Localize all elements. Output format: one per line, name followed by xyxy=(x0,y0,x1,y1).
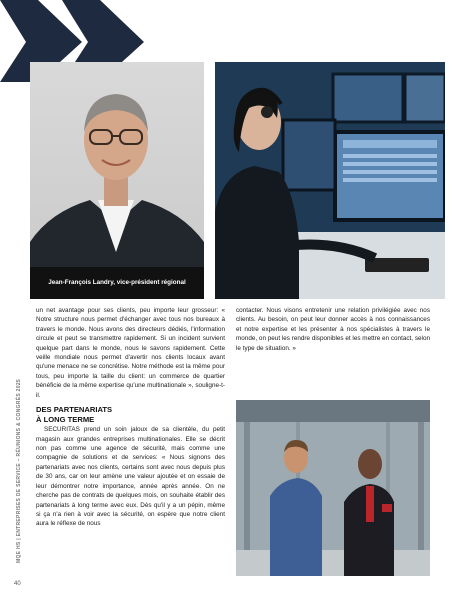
portrait-illustration xyxy=(30,62,204,299)
portrait-photo xyxy=(30,62,204,299)
article-paragraph: contacter. Nous visons entretenir une relation privilégiée avec nos clients. Au besoin, on peut leur donner accès à nos connaissances et notre expertise et les présenter à nos spécialistes à travers le monde, on peut les rendre disponibles et les mettre en contact, selon le type de situation. » xyxy=(236,307,430,352)
section-heading-line: À LONG TERME xyxy=(36,414,95,424)
control-room-illustration xyxy=(215,62,445,299)
article-right-column xyxy=(236,306,430,353)
article-paragraph: un net avantage pour ses clients, peu importe leur grosseur: « Notre structure nous permet d'échanger avec tous nos bureaux à travers le monde. Nous avons des directeurs dédiés, l'information circule et peut se transmettre rapidement. Si un incident survient quelque part dans le monde, nous le savons rapidement. Cette veille mondiale nous permet d'avertir nos clients locaux avant qu'une menace ne se concrétise. Notre méthode est la même pour tous, peu importe la taille du client: un commerce de quartier bénéficie de la même expertise qu'une multinationale », souligne-t-il. xyxy=(36,307,225,399)
photo-caption: Jean-François Landry, vice-président régional xyxy=(30,267,204,299)
article-left-column xyxy=(36,306,225,529)
article-paragraph: SECURITAS prend un soin jaloux de sa clientèle, du petit magasin aux grandes entreprises multinationales. Elle se décrit non pas comme une agence de sécurité, mais comme une compagnie de solutions et de services: « Nous signons des partenariats avec nos clients, certains sont avec nous depuis plus de 30 ans, car on leur amène une valeur ajoutée et on essaie de leur démontrer notre importance, année après année. On ne cherche pas de contrats de quelques mois, on souhaite établir des partenariats à long terme avec eux. Dès qu'il y a un pépin, même si ça n'a rien à voir avec la sécurité, on espère que notre client aura le réflexe de nous xyxy=(36,426,225,528)
section-heading xyxy=(36,405,225,424)
lobby-illustration xyxy=(236,400,430,576)
control-room-photo xyxy=(215,62,445,299)
page-number: 40 xyxy=(14,581,21,587)
lobby-photo xyxy=(236,400,430,576)
section-heading-line: DES PARTENARIATS xyxy=(36,405,113,415)
vertical-running-label: MQE HS | ENTREPRISES DE SERVICE – RÉUNIONS & CONGRÈS 2025 xyxy=(16,378,22,563)
